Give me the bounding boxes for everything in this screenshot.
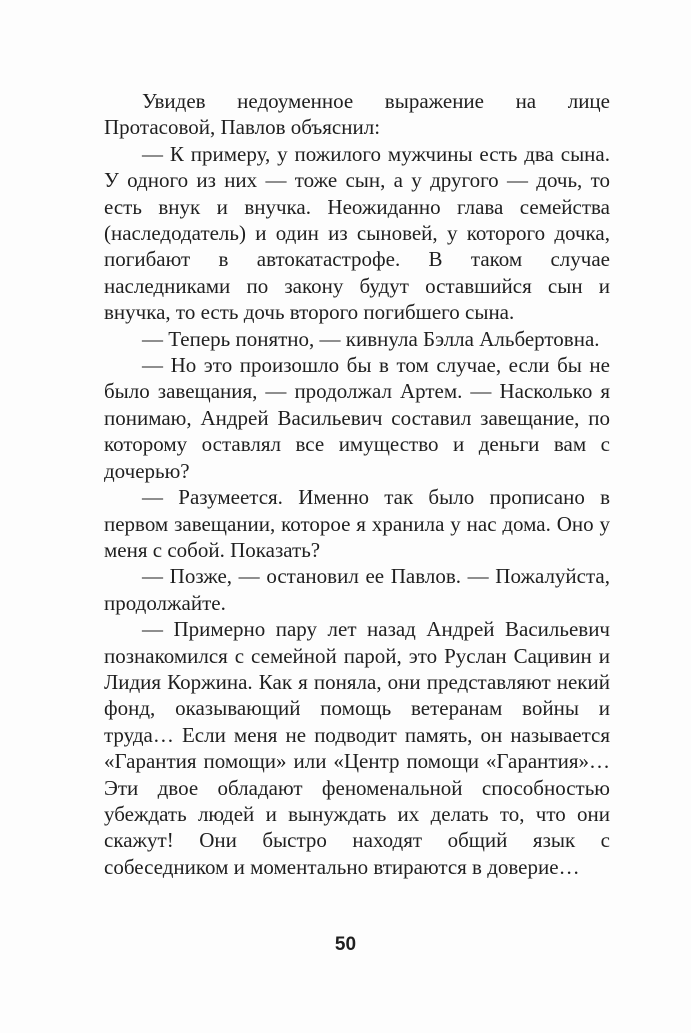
paragraph-1: Увидев недоуменное выражение на лице Протасовой, Павлов объяснил: bbox=[104, 89, 610, 140]
body-text bbox=[104, 88, 610, 880]
paragraph-5: — Разумеется. Именно так было прописано в первом завещании, которое я хранила у нас дома. Оно у меня с собой. Показать? bbox=[104, 485, 610, 562]
paragraph-7: — Примерно пару лет назад Андрей Васильевич познакомился с семейной парой, это Руслан Сацивин и Лидия Коржина. Как я поняла, они представляют некий фонд, оказывающий помощь ветеранам войны и труда… Если меня не подводит память, он называется «Гарантия помощи» или «Центр помощи «Гарантия»… Эти двое обладают феноменальной способностью убеждать людей и вынуждать их делать то, что они скажут! Они быстро находят общий язык с собеседником и моментально втираются в доверие… bbox=[104, 617, 610, 879]
page-number: 50 bbox=[334, 934, 357, 955]
paragraph-3: — Теперь понятно, — кивнула Бэлла Альбертовна. bbox=[142, 326, 600, 351]
paragraph-2: — К примеру, у пожилого мужчины есть два сына. У одного из них — тоже сын, а у другого — дочь, то есть внук и внучка. Неожиданно глава семейства (наследодатель) и один из сыновей, у которого дочка, погибают в автокатастрофе. В таком случае наследниками по закону будут оставшийся сын и внучка, то есть дочь второго погибшего сына. bbox=[104, 141, 610, 325]
paragraph-6: — Позже, — остановил ее Павлов. — Пожалуйста, продолжайте. bbox=[104, 564, 610, 615]
paragraph-4: — Но это произошло бы в том случае, если бы не было завещания, — продолжал Артем. — Насколько я понимаю, Андрей Васильевич составил завещание, по которому оставлял все имущество и деньги вам с дочерью? bbox=[104, 353, 610, 483]
